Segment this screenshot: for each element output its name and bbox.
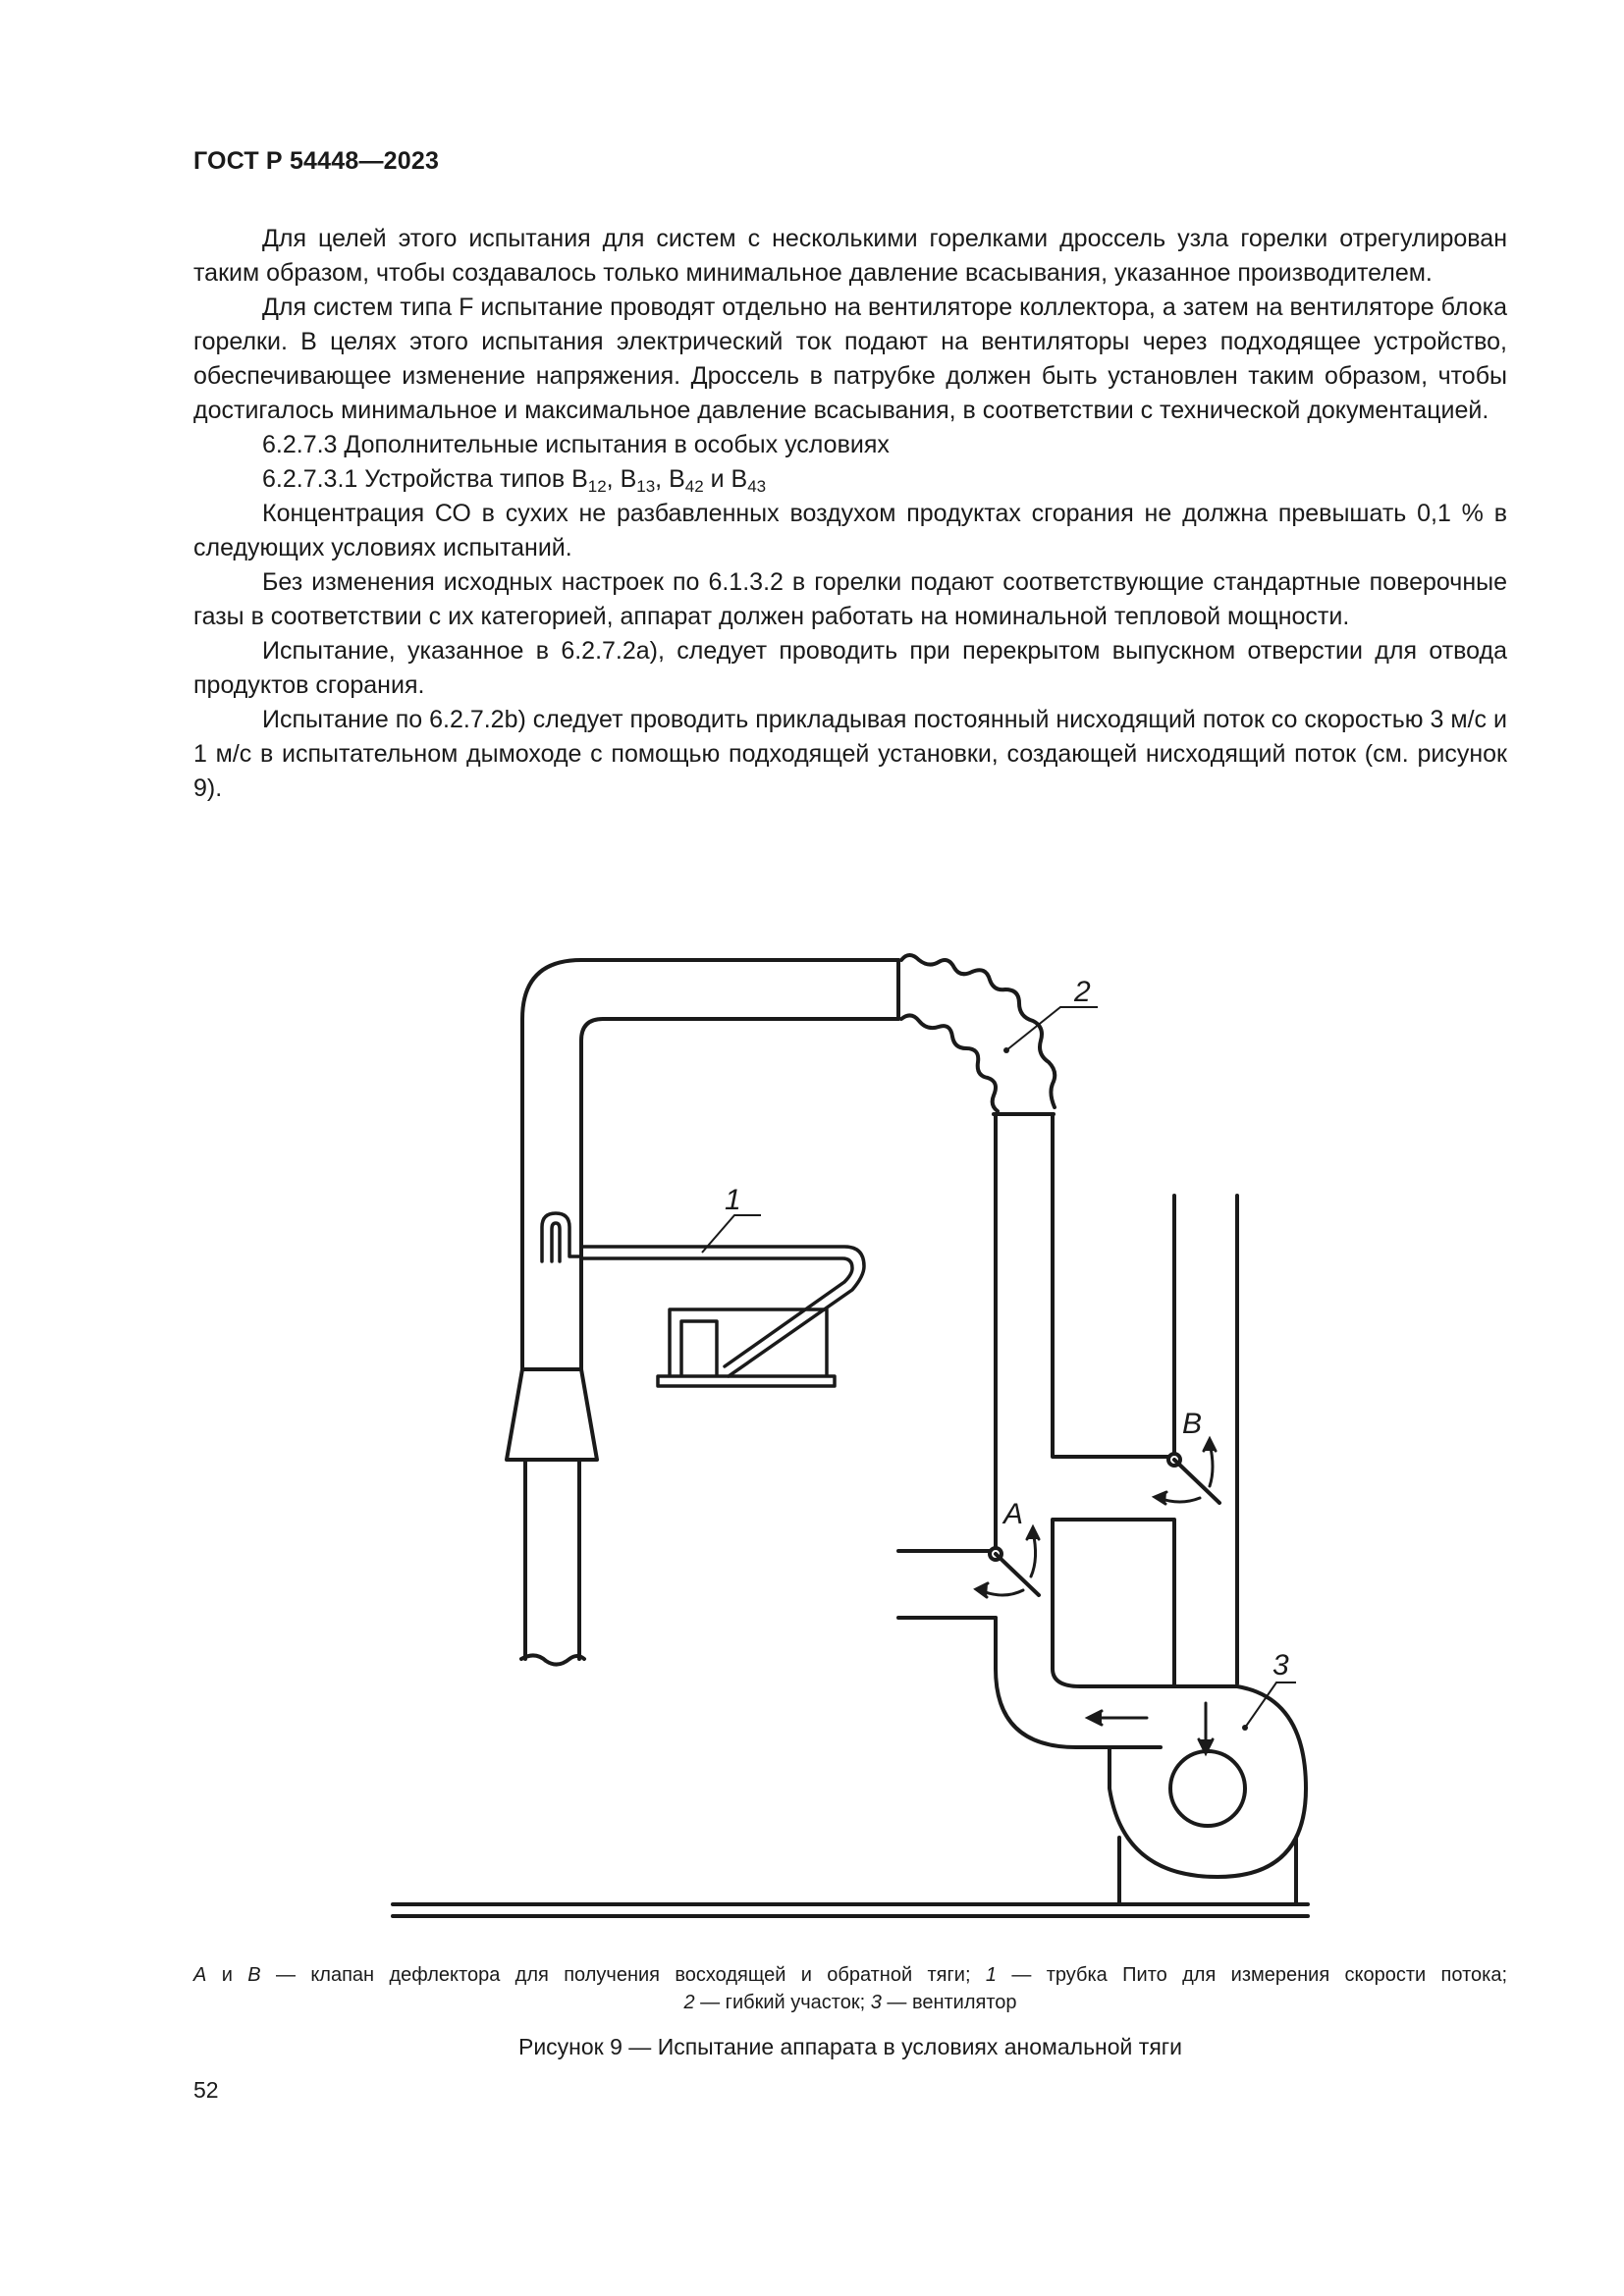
flow-arrows	[976, 1439, 1216, 1753]
label-b: B	[1182, 1408, 1203, 1440]
test-rig-drawing	[383, 947, 1316, 1929]
leader-3-dot	[1242, 1725, 1248, 1731]
legend-a: A	[193, 1964, 207, 1986]
side-inlet	[898, 1551, 996, 1618]
body-text	[193, 222, 1507, 806]
document-header: ГОСТ Р 54448—2023	[193, 147, 440, 175]
legend-b: B	[247, 1964, 261, 1986]
section-6-2-7-3-heading: 6.2.7.3 Дополнительные испытания в особых условиях	[262, 431, 890, 458]
figure-legend	[193, 1961, 1507, 2016]
paragraph-7: Испытание, указанное в 6.2.7.2a), следует проводить при перекрытом выпускном отверстии для отвода продуктов сгорания.	[193, 637, 1507, 699]
legend-n1: 1	[985, 1964, 998, 1986]
legend-text-2: — трубка Пито для измерения скорости потока;	[997, 1964, 1507, 1986]
flexible-section-inner	[901, 1015, 998, 1111]
leader-2-dot	[1003, 1047, 1009, 1053]
subscript-43: 43	[747, 477, 767, 496]
right-duct-right-wall	[1053, 1114, 1174, 1457]
legend-text-4: — вентилятор	[881, 1992, 1017, 2013]
label-3: 3	[1272, 1649, 1289, 1682]
paragraph-6: Без изменения исходных настроек по 6.1.3.2 в горелки подают соответствующие стандартные поверочные газы в соответствии с их категорией, аппарат должен работать на номинальной тепловой мощности.	[193, 568, 1507, 630]
legend-text-1: — клапан дефлектора для получения восходящей и обратной тяги;	[260, 1964, 986, 1986]
inner-block	[1053, 1520, 1174, 1686]
pitot-tube-assembly	[542, 1213, 864, 1386]
subscript-12: 12	[587, 477, 607, 496]
subscript-42: 42	[684, 477, 704, 496]
pipe-break	[521, 1655, 584, 1664]
separator: , В	[606, 465, 637, 493]
legend-line-1	[193, 1961, 1507, 1989]
paragraph-8: Испытание по 6.2.7.2b) следует проводить прикладывая постоянный нисходящий поток со скоростью 3 м/с и 1 м/с в испытательном дымоходе с помощью подходящей установки, создающей нисходящий поток (см. рисунок 9).	[193, 706, 1507, 802]
paragraph-2: Для систем типа F испытание проводят отдельно на вентиляторе коллектора, а затем на вентиляторе блока горелки. В целях этого испытания электрический ток подают на вентиляторы через подходящее устройство, обеспечивающее изменение напряжения. Дроссель в патрубке должен быть установлен таким образом, чтобы достигалось минимальное и максимальное давление всасывания, в соответствии с технической документацией.	[193, 294, 1507, 424]
pitot-hook	[542, 1213, 581, 1261]
section-heading-prefix: 6.2.7.3.1 Устройства типов В	[262, 465, 588, 493]
pitot-base	[658, 1376, 835, 1386]
separator: , В	[655, 465, 685, 493]
legend-n3: 3	[870, 1992, 882, 2013]
cone-reducer	[507, 1369, 597, 1460]
legend-text-3: — гибкий участок;	[694, 1992, 871, 2013]
legend-n2: 2	[683, 1992, 695, 2013]
legend-line-2	[193, 1989, 1507, 2016]
fan-impeller	[1170, 1751, 1245, 1826]
section-6-2-7-3-1-heading	[193, 462, 1507, 497]
pitot-tube	[581, 1247, 864, 1376]
legend-and: и	[206, 1964, 248, 1986]
page-number: 52	[193, 2077, 219, 2103]
label-2: 2	[1074, 976, 1091, 1008]
fan-volute	[1110, 1686, 1306, 1877]
elbow-outer	[996, 1618, 1161, 1747]
paragraph-5: Концентрация СО в сухих не разбавленных воздухом продуктах сгорания не должна превышать 0,1 % в следующих условиях испытаний.	[193, 500, 1507, 561]
fan-stand	[1119, 1838, 1296, 1904]
figure-9-diagram	[383, 947, 1316, 1929]
figure-title: Рисунок 9 — Испытание аппарата в условиях аномальной тяги	[517, 2034, 1183, 2059]
subscript-13: 13	[636, 477, 656, 496]
paragraph-1: Для целей этого испытания для систем с несколькими горелками дроссель узла горелки отрегулирован таким образом, чтобы создавалось только минимальное давление всасывания, указанное производителем.	[193, 225, 1507, 287]
lower-pipe	[525, 1460, 579, 1659]
label-1: 1	[725, 1184, 741, 1216]
label-a: A	[1003, 1498, 1024, 1530]
separator: и В	[703, 465, 748, 493]
